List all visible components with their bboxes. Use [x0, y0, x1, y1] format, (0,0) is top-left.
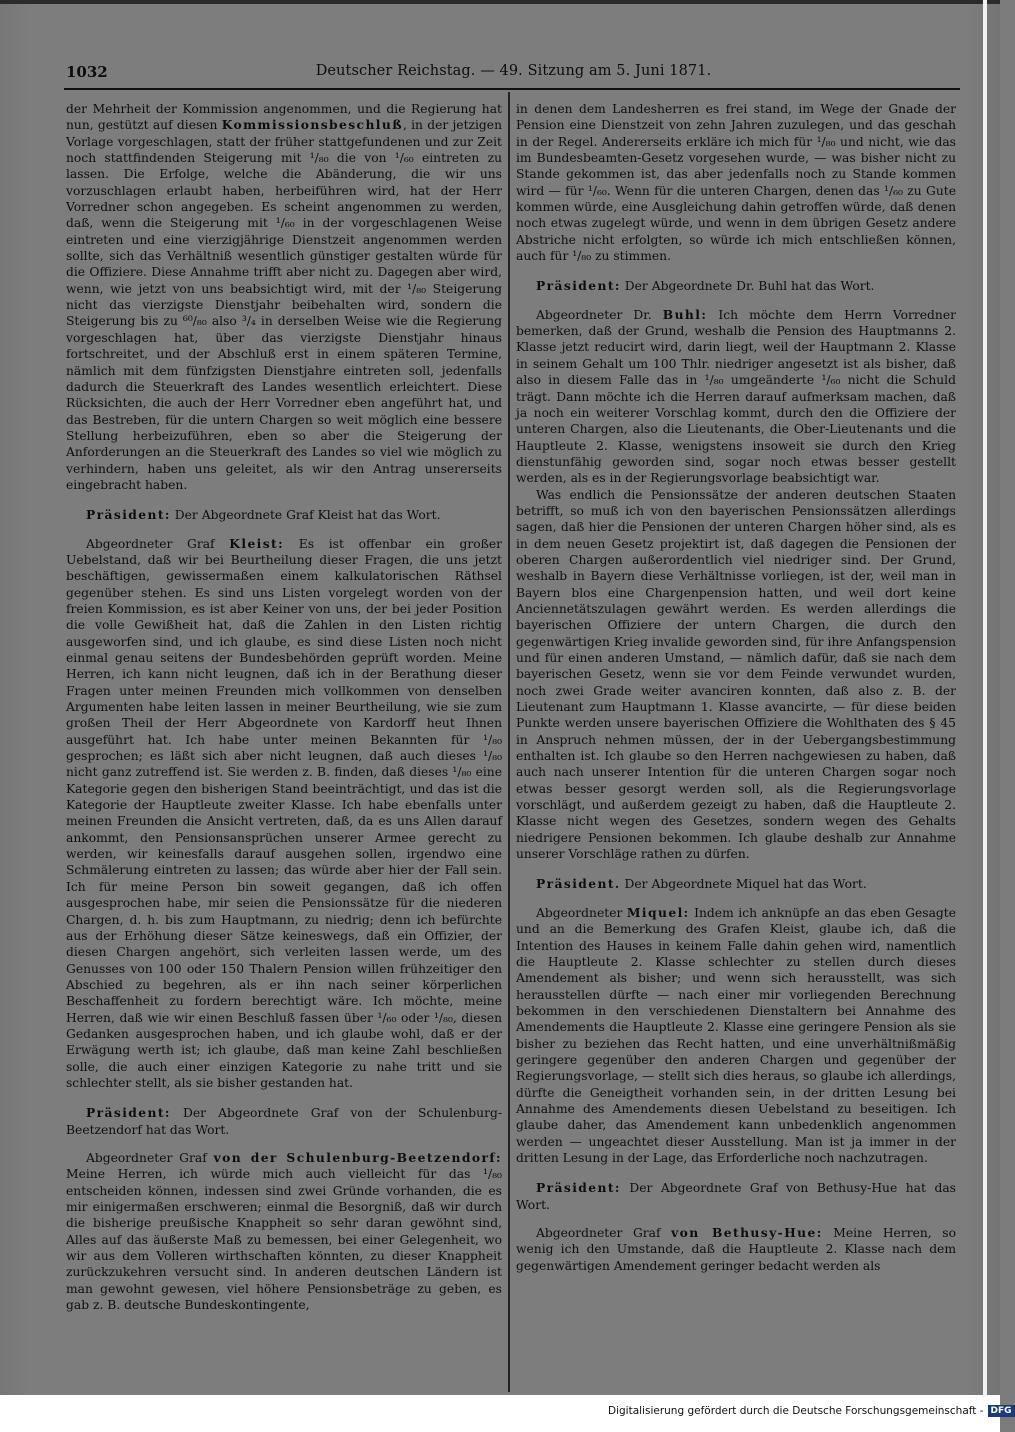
- page-title: Deutscher Reichstag. — 49. Sitzung am 5. Juni 1871.: [315, 63, 712, 79]
- speaker-label: Präsident:: [86, 507, 171, 523]
- paragraph: [516, 101, 956, 264]
- paragraph: [66, 536, 502, 1092]
- footer-text: Digitalisierung gefördert durch die Deutsche Forschungsgemeinschaft -: [608, 1405, 984, 1417]
- speaker-label: Präsident:: [536, 1180, 621, 1196]
- speaker-label: Präsident:: [536, 278, 621, 294]
- speaker-label: Präsident.: [536, 876, 621, 892]
- paragraph: [516, 1225, 956, 1274]
- paragraph: [516, 278, 956, 294]
- paragraph-text: Abgeordneter: [536, 905, 627, 920]
- scan-right-edge: [983, 0, 987, 1395]
- speaker-label: Buhl:: [662, 306, 708, 322]
- speaker-label: Miquel:: [626, 904, 690, 920]
- paragraph: [66, 507, 502, 523]
- paragraph-text: Indem ich anknüpfe an das eben Gesagte und an die Bemerkung des Grafen Kleist, glaube ich, daß die Intention des Hauses in keinem Falle dahin gehen wird, namentlich die Hauptleute 2. Klasse schlechter zu stellen durch dieses Amendement als bisher; und wenn sich herausstellt, was sich herausstellen dürfte — nach einer mir vorliegenden Berechnung bekommen in den verschiedenen Dienstaltern bei Annahme des Amendements die Hauptleute 2. Klasse eine geringere Pension als sie bisher zu beziehen das Recht hatten, und eine unverhältnißmäßig geringere gegenüber den anderen Chargen und gegenüber der Regierungsvorlage, — stellt sich dies heraus, so glaube ich allerdings, dürfte die Geneigtheit vorhanden sein, in der dritten Lesung bei Annahme des Amendements diesen Uebelstand zu beseitigen. Ich glaube daher, das Amendement kann unbedenklich angenommen werden — ungeachtet dieser Ausstellung. Man ist ja immer in der dritten Lesung in der Lage, das Erforderliche noch nachzutragen.: [516, 905, 957, 1165]
- paragraph: [516, 1180, 956, 1213]
- right-column: [516, 101, 956, 1274]
- paragraph: [66, 1105, 502, 1138]
- paragraph-text: Der Abgeordnete Graf Kleist hat das Wort.: [170, 508, 441, 523]
- paragraph: [516, 487, 956, 863]
- paragraph-text: Was endlich die Pensionssätze der anderen deutschen Staaten betrifft, so muß ich von den bayerischen Pensionssätzen allerdings sagen, daß hier die Pensionen der unteren Chargen höher sind, als es in dem neuen Gesetz projektirt ist, daß dagegen die Pensionen der oberen Chargen außerordentlich viel niedriger sind. Der Grund, weshalb in Bayern diese Verhältnisse vorliegen, ist der, weil man in Bayern blos eine Chargenpension hatten, und weil dort keine Anciennetätszulagen gewährt werden. Es werden allerdings die bayerischen Offiziere der untern Chargen, die durch den gegenwärtigen Krieg invalide geworden sind, für ihre Anfangspension und für einen anderen Umstand, — nämlich dafür, daß sie nach dem bayerischen Gesetz, wenn sie vor dem Feinde verwundet wurden, noch zwei Grade weiter avanciren konnten, daß also z. B. der Lieutenant zum Hauptmann 1. Klasse avancirte, — für diese beiden Punkte werden unsere bayerischen Offiziere die Wohlthaten des § 45 in Anspruch nehmen müssen, der in der Uebergangsbestimmung enthalten ist. Ich glaube so den Herren nachgewiesen zu haben, daß auch nach unserer Intention für die unteren Chargen sogar noch etwas besser gesorgt werden soll, als die Regierungsvorlage vorschlägt, und außerdem gezeigt zu haben, daß die Hauptleute 2. Klasse nicht wegen des Gesetzes, sondern wegen des Gehalts niedrigere Pensionen bekommen. Ich glaube deshalb zur Annahme unserer Vorschläge rathen zu dürfen.: [516, 487, 956, 862]
- paragraph-text: Abgeordneter Graf: [86, 536, 230, 551]
- paragraph-text: Der Abgeordnete Dr. Buhl hat das Wort.: [620, 279, 875, 294]
- paragraph: [66, 1150, 502, 1313]
- speaker-label: Kommissionsbeschluß: [221, 117, 403, 133]
- paragraph: [66, 101, 502, 493]
- paragraph-text: Abgeordneter Graf: [86, 1150, 214, 1165]
- paragraph-text: Ich möchte dem Herrn Vorredner bemerken, daß der Grund, weshalb die Pension des Hauptmanns 2. Klasse jetzt reducirt wird, darin liegt, weil der Hauptmann 2. Klasse in seinem Gehalt um 100 Thlr. niedriger angesetzt ist als bisher, daß also in diesem Falle das in ¹/₈₀ umgeänderte ¹/₆₀ nicht die Schuld trägt. Dann möchte ich die Herren darauf aufmerksam machen, daß ja noch ein weiterer Vorschlag kommt, durch den die Offiziere der unteren Chargen, also die Lieutenants, die Ober-Lieutenants und die Hauptleute 2. Klasse, wenigstens insoweit sie durch den Krieg dienstunfähig geworden sind, sogar noch etwas besser gestellt werden, als es in der Regierungsvorlage beabsichtigt war.: [516, 307, 956, 486]
- paragraph-text: Meine Herren, so wenig ich den Umstande, daß die Hauptleute 2. Klasse nach dem gegenwärtigen Amendement geringer bedacht werden als: [516, 1226, 957, 1273]
- paragraph: [516, 905, 956, 1167]
- paragraph-text: Der Abgeordnete Graf von der Schulenburg-Beetzendorf hat das Wort.: [66, 1106, 502, 1137]
- speaker-label: von Bethusy-Hue:: [671, 1225, 823, 1240]
- speaker-label: von der Schulenburg-Beetzendorf:: [213, 1149, 502, 1165]
- left-column: [66, 101, 502, 1313]
- column-divider: [508, 92, 510, 1392]
- footer: [608, 1405, 1012, 1425]
- scan-top-edge: [0, 0, 1000, 4]
- header-rule: [64, 88, 960, 90]
- paragraph-text: Der Abgeordnete Graf von Bethusy-Hue hat das Wort.: [516, 1181, 956, 1212]
- speaker-label: Präsident:: [86, 1105, 171, 1121]
- paragraph-text: Abgeordneter Graf: [536, 1226, 672, 1240]
- speaker-label: Kleist:: [229, 535, 285, 551]
- page-header: [66, 61, 961, 85]
- paragraph-text: Abgeordneter Dr.: [536, 307, 663, 322]
- paragraph-text: in denen dem Landesherren es frei stand, im Wege der Gnade der Pension eine Dienstzeit von zehn Jahren zuzulegen, und das geschah in der Regel. Andererseits erkläre ich mich für ¹/₈₀ und nicht, wie das im Bundesbeamten-Gesetz vorgesehen wurde, — was bisher nicht zu Stande gekommen ist, das aber jedenfalls noch zu Stande kommen wird — für ¹/₆₀. Wenn für die unteren Chargen, denen das ¹/₆₀ zu Gute kommen würde, eine Ausgleichung dahin getroffen würde, daß denen noch etwas zugelegt würde, und wenn in dem übrigen Gesetz andere Abstriche nicht erfolgten, so würde ich mich entschließen können, auch für ¹/₈₀ zu stimmen.: [516, 102, 956, 264]
- paragraph-text: Der Abgeordnete Miquel hat das Wort.: [620, 877, 867, 892]
- paragraph-text: der Mehrheit der Kommission angenommen, und die Regierung hat nun, gestützt auf diesen: [66, 102, 502, 133]
- paragraph-text: , in der jetzigen Vorlage vorgeschlagen, statt der früher stattgefundenen und zur Zeit noch stattfindenden Steigerung mit ¹/₈₀ die von ¹/₆₀ eintreten zu lassen. Die Erfolge, welche die Abänderung, die wir uns vorzuschlagen erlaubt haben, herbeiführen wird, hat der Herr Vorredner schon angegeben. Es scheint angenommen zu werden, daß, wenn die Steigerung mit ¹/₆₀ in der vorgeschlagenen Weise eintreten und eine vierzigjährige Dienstzeit angenommen werden sollte, sich das Verhältniß wesentlich günstiger gestalten würde für die Offiziere. Diese Annahme trifft aber nicht zu. Dagegen aber wird, wenn, wie jetzt von uns beabsichtigt wird, mit der ¹/₈₀ Steigerung nicht das vierzigste Dienstjahr beibehalten wird, sondern die Steigerung bis zu ⁶⁰/₈₀ also ³/₄ in derselben Weise wie die Regierung vorgeschlagen hat, über das vierzigste Dienstjahr hinaus fortschreitet, und der Abschluß erst in einem späteren Termine, nämlich mit dem fünfzigsten Dienstjahre eintreten soll, jedenfalls dadurch die Steuerkraft des Landes wesentlich erleichtert. Diese Rücksichten, die auch der Herr Vorredner eben angeführt hat, und das Bestreben, für die untern Chargen so weit möglich eine bessere Stellung herbeizuführen, eben so aber die Steigerung der Anforderungen an die Steuerkraft des Landes so viel wie möglich zu verhindern, haben uns geleitet, als wir den Antrag unsererseits eingebracht haben.: [66, 118, 502, 492]
- paragraph-text: Meine Herren, ich würde mich auch vielleicht für das ¹/₈₀ entscheiden können, indessen sind zwei Gründe vorhanden, die es mir einigermaßen erschweren; einmal die Besorgniß, daß wir durch die bisherige preußische Knappheit so sehr daran gewöhnt sind, Alles auf das äußerste Maß zu bemessen, bei einer Gelegenheit, wo wir aus dem Volleren wirthschaften könnten, zu dieser Knappheit zurückzukehren versucht sind. In anderen deutschen Ländern ist man gewohnt gewesen, viel höhere Pensionsbeträge zu geben, es gab z. B. deutsche Bundeskontingente,: [66, 1167, 502, 1313]
- page-number: 1032: [66, 63, 108, 81]
- dfg-logo: DFG: [988, 1405, 1015, 1417]
- paragraph-text: Es ist offenbar ein großer Uebelstand, daß wir bei Beurtheilung dieser Fragen, die uns jetzt beschäftigen, gewissermaßen einem kalkulatorischen Räthsel gegenüber stehen. Es sind uns Listen vorgelegt worden von der freien Kommission, es ist aber Keiner von uns, der bei jeder Position die volle Gewißheit hat, daß die Zahlen in den Listen richtig ausgeworfen sind, und ich glaube, es sind diese Listen noch nicht einmal genau seitens der Bundesbehörden geprüft worden. Meine Herren, ich kann nicht leugnen, daß ich in der Berathung dieser Fragen unter meinen Freunden mich vollkommen von denselben Argumenten habe leiten lassen in meiner Beurtheilung, wie sie zum großen Theil der Herr Abgeordnete von Kardorff heut Ihnen ausgeführt hat. Ich habe unter meinen Bekannten für ¹/₈₀ gesprochen; es läßt sich aber nicht leugnen, daß auch dieses ¹/₈₀ nicht ganz zutreffend ist. Sie werden z. B. finden, daß dieses ¹/₈₀ eine Kategorie gegen den bisherigen Stand beeinträchtigt, und das ist die Kategorie der Hauptleute zweiter Klasse. Ich habe ebenfalls unter meinen Freunden die Ansicht vertreten, daß, da es uns Allen darauf ankommt, den Pensionsansprüchen unserer Armee gerecht zu werden, wir keinesfalls darauf ausgehen sollen, irgendwo eine Schmälerung eintreten zu lassen; das würde aber hier der Fall sein. Ich für meine Person bin soweit gegangen, daß ich offen ausgesprochen habe, mir seien die Pensionssätze für die niederen Chargen, d. h. bis zum Hauptmann, zu niedrig; denn ich befürchte aus der Erhöhung dieser Sätze keineswegs, daß ein Offizier, der diesen Chargen angehört, sich verleiten lassen werde, um des Genusses von 100 oder 150 Thalern Pension willen frühzeitiger den Abschied zu begehren, als er ihn nach seiner körperlichen Beschaffenheit zu fordern berechtigt wäre. Ich möchte, meine Herren, daß wie wir einen Beschluß fassen über ¹/₆₀ oder ¹/₈₀, diesen Gedanken ausgesprochen haben, und ich glaube wohl, daß er der Erwägung werth ist; ich glaube, daß man keine Zahl beschließen solle, die auch einer einzigen Kategorie zu nahe tritt und sie schlechter stellt, als sie bisher gestanden hat.: [66, 536, 502, 1090]
- paragraph: [516, 307, 956, 487]
- paragraph: [516, 876, 956, 892]
